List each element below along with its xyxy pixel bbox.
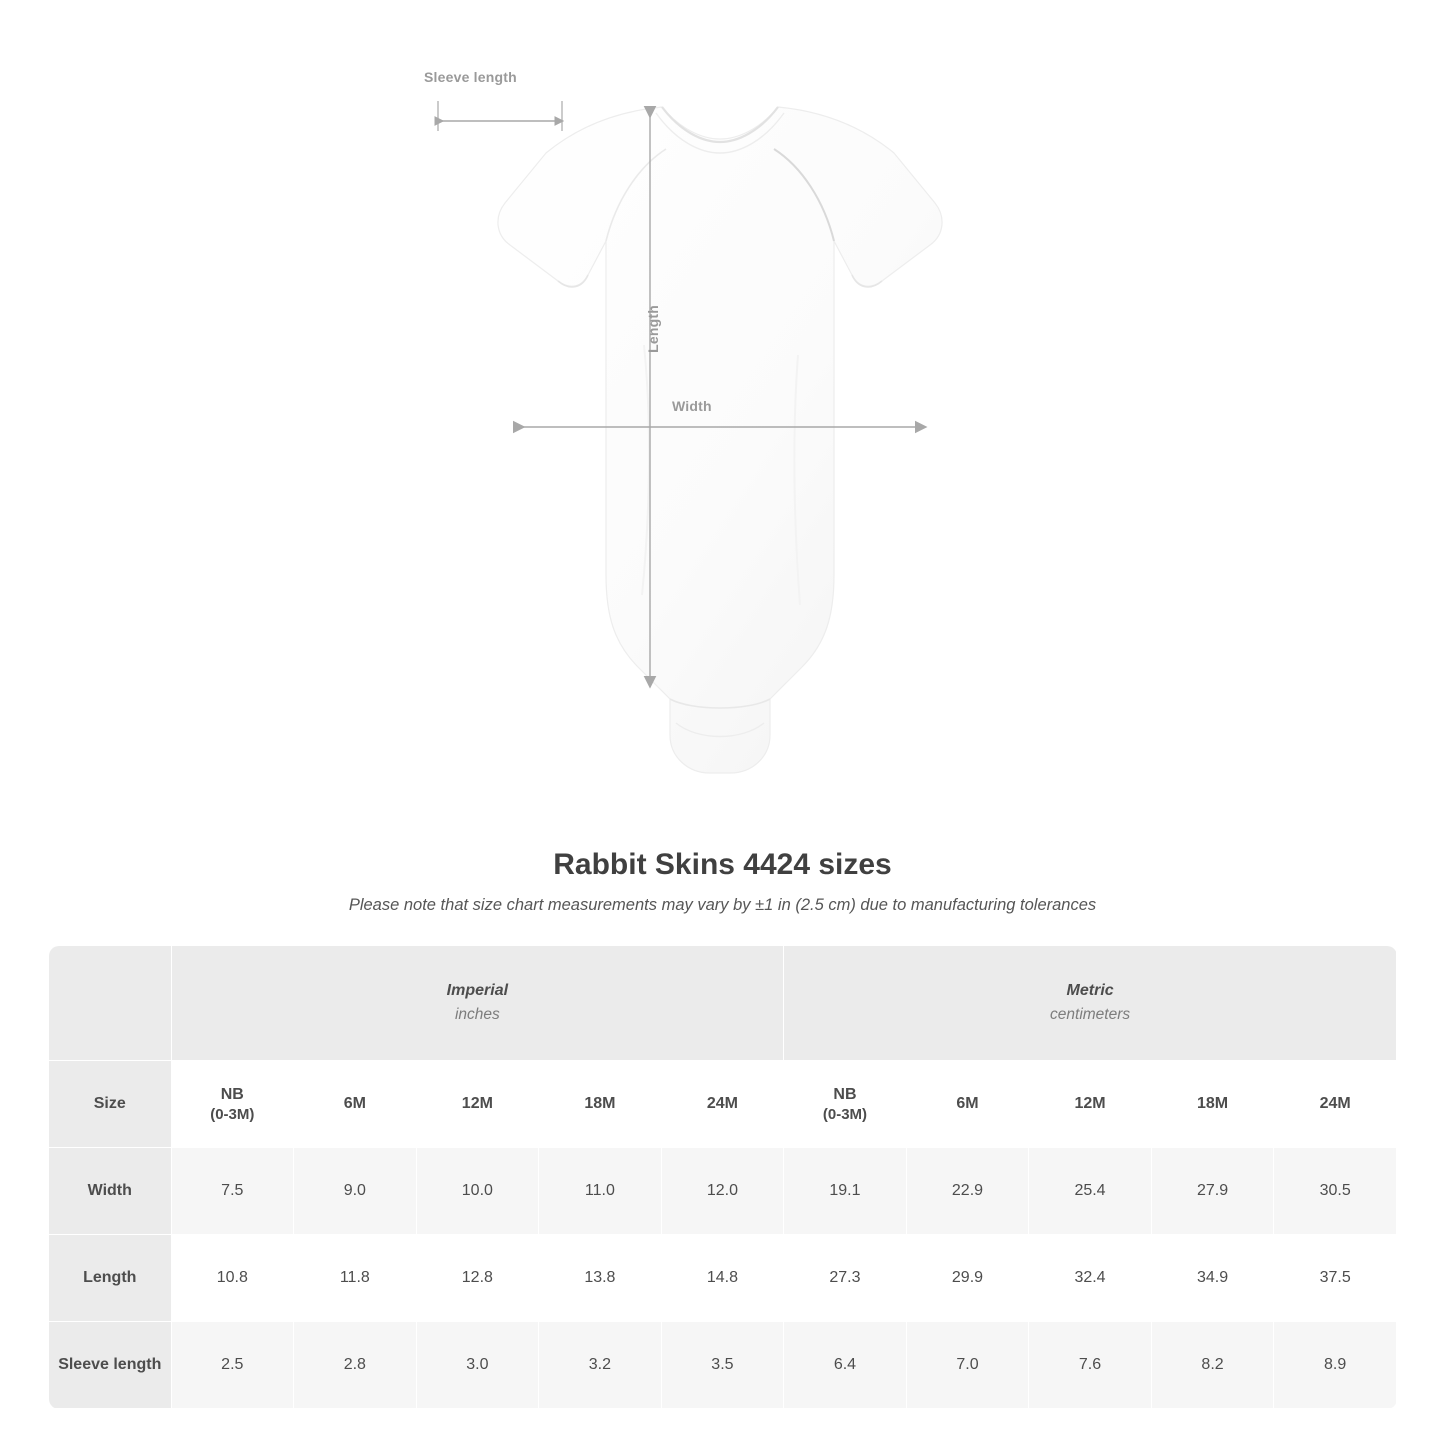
col-label: NB [220, 1085, 244, 1103]
column-header-6m-metric: 6M [906, 1061, 1029, 1148]
size-table-wrap [48, 945, 1397, 1409]
cell-width-nb-cm: 19.1 [784, 1148, 907, 1235]
label-length: Length [645, 305, 661, 353]
cell-width-24m-cm: 30.5 [1274, 1148, 1397, 1235]
cell-length-12m-cm: 32.4 [1029, 1235, 1152, 1322]
size-table [48, 945, 1397, 1409]
page-title: Rabbit Skins 4424 sizes [553, 848, 892, 881]
title-block [0, 848, 1445, 915]
cell-length-nb-cm: 27.3 [784, 1235, 907, 1322]
label-width: Width [672, 398, 712, 414]
cell-sleeve-24m-cm: 8.9 [1274, 1322, 1397, 1409]
cell-sleeve-18m-cm: 8.2 [1151, 1322, 1274, 1409]
cell-sleeve-24m-in: 3.5 [661, 1322, 784, 1409]
size-label: Size [49, 1061, 172, 1148]
table-corner [49, 946, 172, 1061]
metric-sub: centimeters [1050, 1006, 1131, 1023]
cell-width-12m-in: 10.0 [416, 1148, 539, 1235]
imperial-header [171, 946, 784, 1061]
imperial-sub: inches [454, 1006, 500, 1023]
column-header-6m-imperial: 6M [294, 1061, 417, 1148]
column-header-18m-imperial: 18M [539, 1061, 662, 1148]
row-label-width: Width [49, 1148, 172, 1235]
bodysuit-graphic [430, 95, 1010, 795]
cell-length-24m-cm: 37.5 [1274, 1235, 1397, 1322]
col-label: NB [833, 1085, 857, 1103]
cell-sleeve-12m-in: 3.0 [416, 1322, 539, 1409]
cell-sleeve-nb-in: 2.5 [171, 1322, 294, 1409]
column-header-12m-metric: 12M [1029, 1061, 1152, 1148]
cell-length-24m-in: 14.8 [661, 1235, 784, 1322]
column-header-24m-metric: 24M [1274, 1061, 1397, 1148]
table-row [49, 1322, 1397, 1409]
cell-length-6m-in: 11.8 [294, 1235, 417, 1322]
cell-width-6m-cm: 22.9 [906, 1148, 1029, 1235]
cell-width-6m-in: 9.0 [294, 1148, 417, 1235]
table-row [49, 1148, 1397, 1235]
cell-width-18m-in: 11.0 [539, 1148, 662, 1235]
measurement-guides [430, 95, 1010, 795]
cell-sleeve-18m-in: 3.2 [539, 1322, 662, 1409]
cell-length-nb-in: 10.8 [171, 1235, 294, 1322]
cell-length-18m-cm: 34.9 [1151, 1235, 1274, 1322]
cell-sleeve-12m-cm: 7.6 [1029, 1322, 1152, 1409]
cell-sleeve-6m-in: 2.8 [294, 1322, 417, 1409]
column-header-12m-imperial: 12M [416, 1061, 539, 1148]
unit-header-row [49, 946, 1397, 1061]
tolerance-note: Please note that size chart measurements may vary by ±1 in (2.5 cm) due to manufacturing tolerances [348, 896, 1097, 914]
column-header-18m-metric: 18M [1151, 1061, 1274, 1148]
cell-width-18m-cm: 27.9 [1151, 1148, 1274, 1235]
cell-sleeve-nb-cm: 6.4 [784, 1322, 907, 1409]
metric-header [784, 946, 1397, 1061]
cell-width-24m-in: 12.0 [661, 1148, 784, 1235]
row-label-sleeve-length: Sleeve length [49, 1322, 172, 1409]
imperial-name: Imperial [446, 982, 509, 999]
cell-length-12m-in: 12.8 [416, 1235, 539, 1322]
row-label-length: Length [49, 1235, 172, 1322]
column-header-24m-imperial: 24M [661, 1061, 784, 1148]
cell-length-18m-in: 13.8 [539, 1235, 662, 1322]
label-sleeve-length: Sleeve length [424, 69, 517, 85]
table-row [49, 1235, 1397, 1322]
metric-name: Metric [1066, 982, 1114, 999]
column-header-nb-metric [784, 1061, 907, 1148]
col-sub: (0-3M) [822, 1105, 868, 1123]
cell-width-nb-in: 7.5 [171, 1148, 294, 1235]
size-header-row [49, 1061, 1397, 1148]
column-header-nb-imperial [171, 1061, 294, 1148]
cell-length-6m-cm: 29.9 [906, 1235, 1029, 1322]
cell-width-12m-cm: 25.4 [1029, 1148, 1152, 1235]
cell-sleeve-6m-cm: 7.0 [906, 1322, 1029, 1409]
col-sub: (0-3M) [210, 1105, 255, 1123]
